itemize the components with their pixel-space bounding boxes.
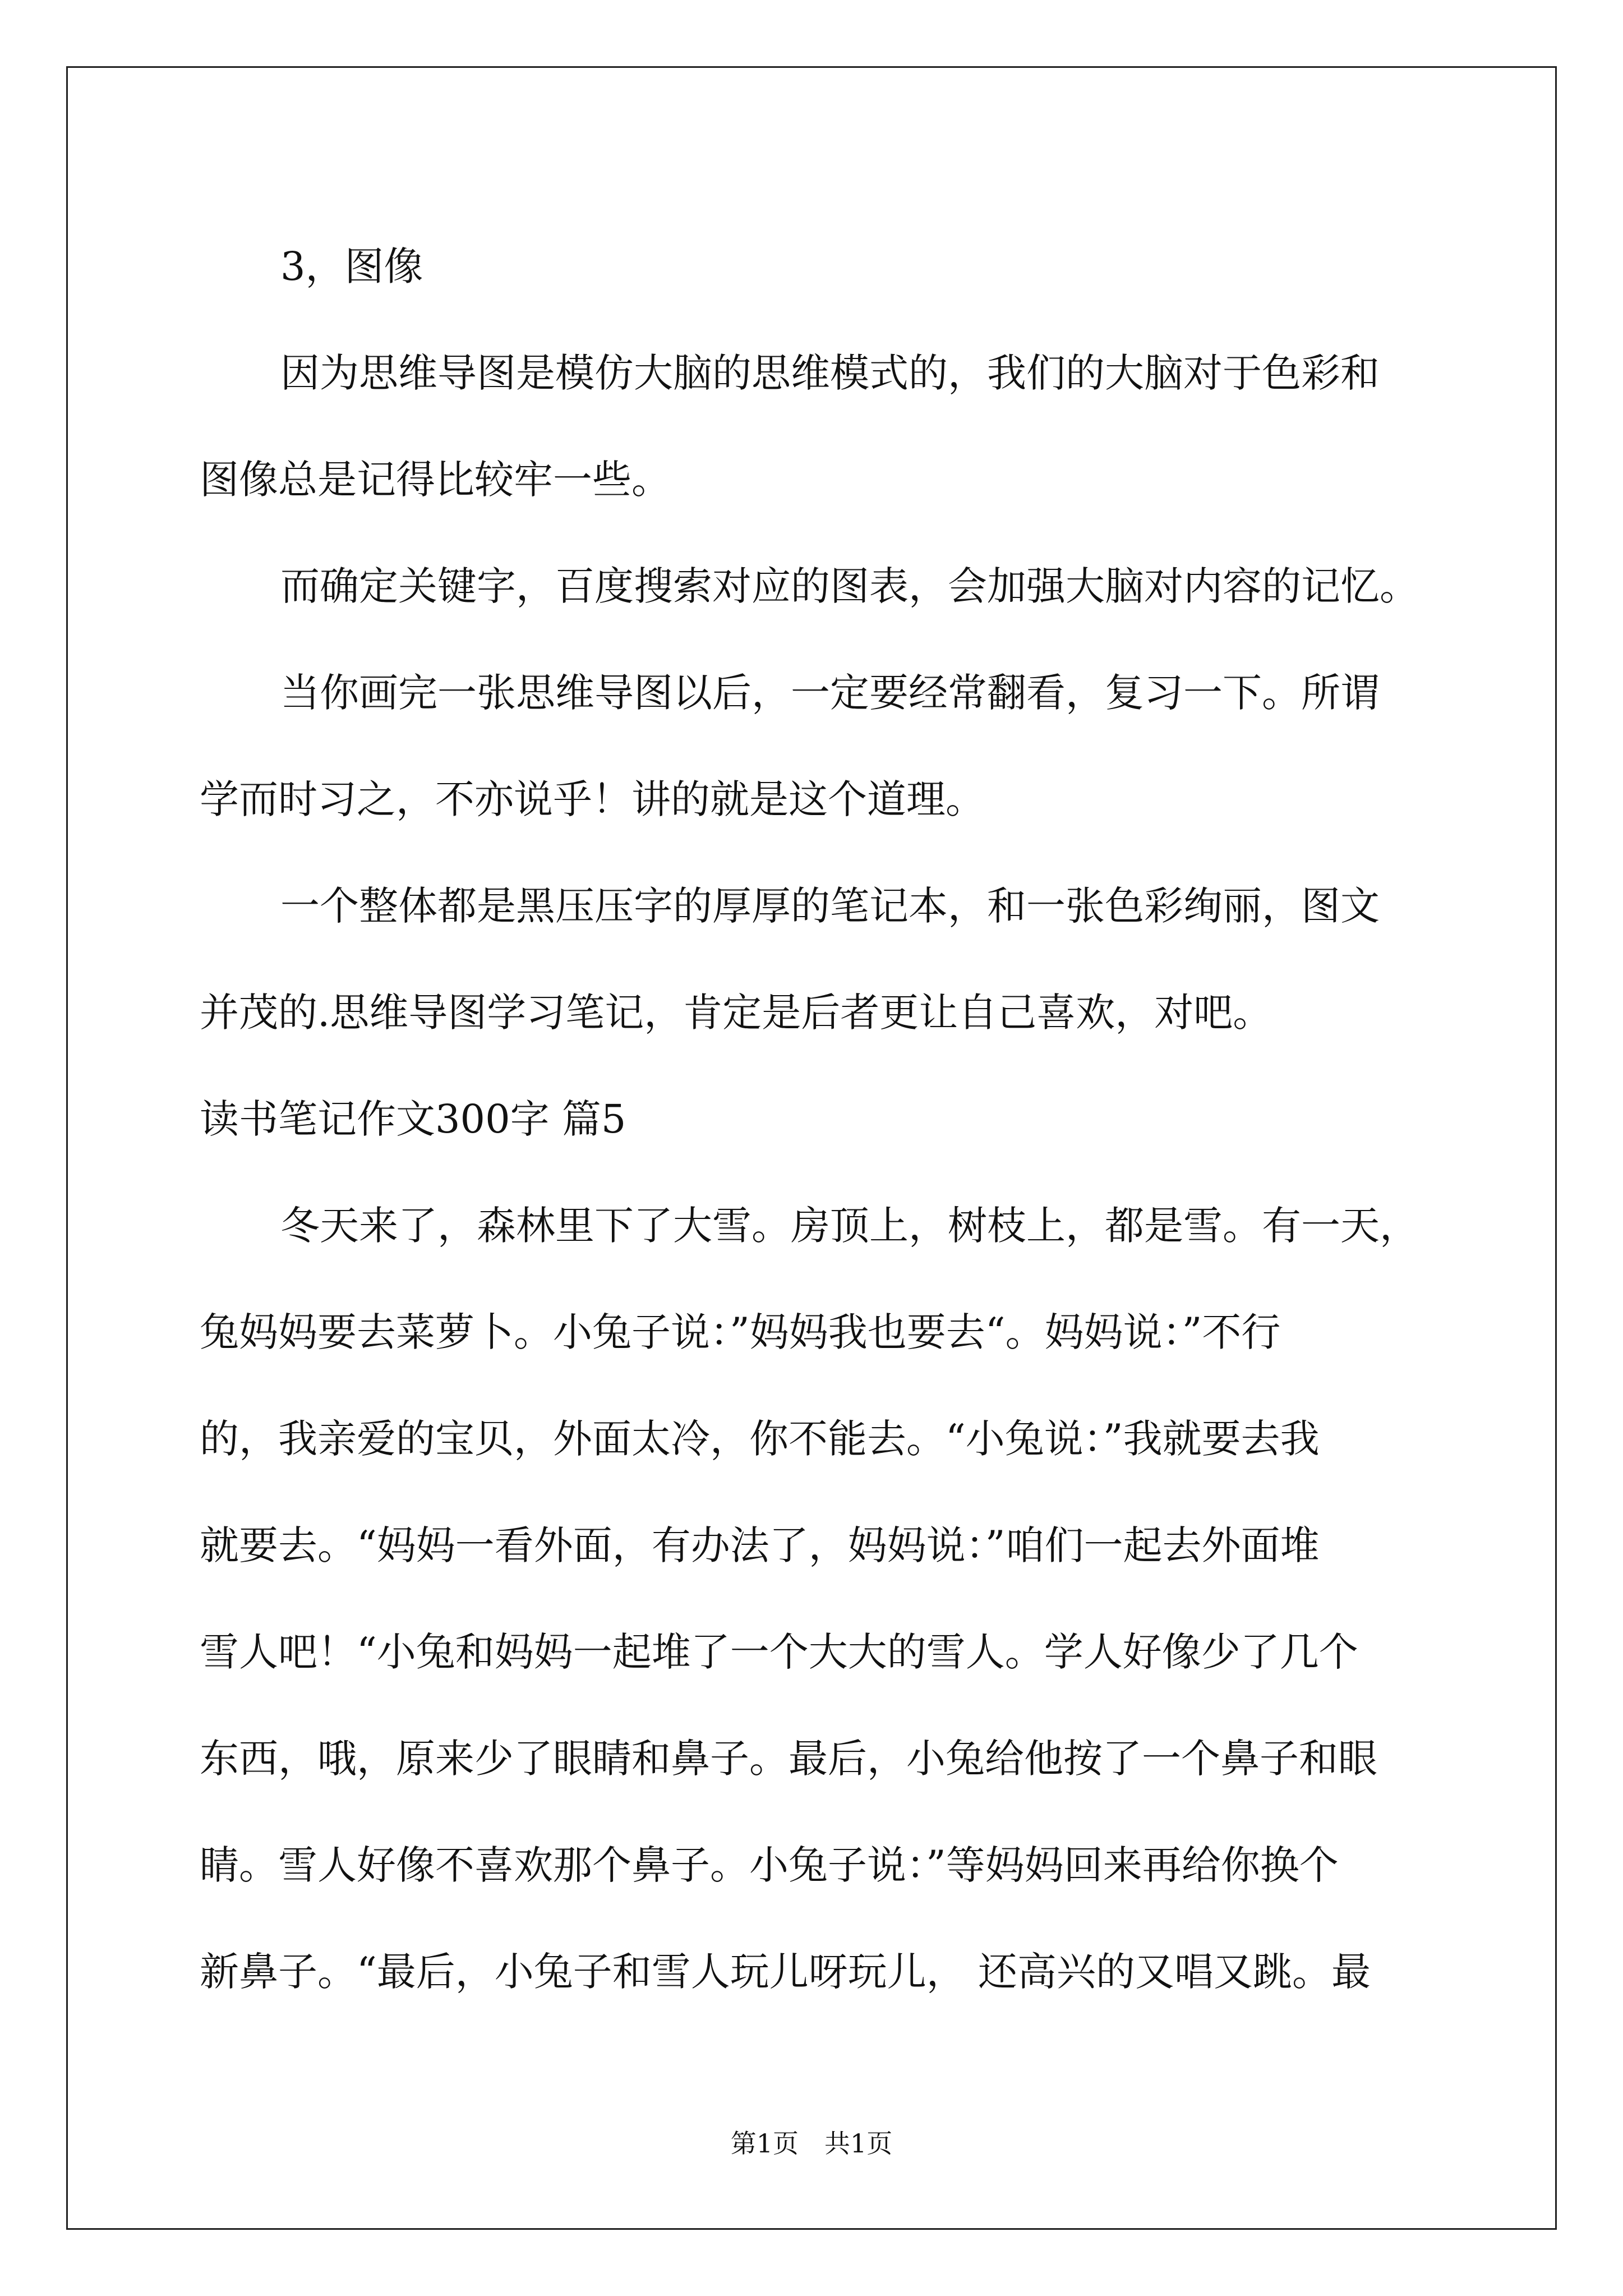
text-line: 3，图像 — [280, 243, 423, 289]
page-number: 第1页 共1页 — [730, 2128, 893, 2159]
text-line: 图像总是记得比较牢一些。 — [200, 457, 671, 503]
text-line: 一个整体都是黑压压字的厚厚的笔记本，和一张色彩绚丽，图文 — [280, 883, 1380, 929]
text-line: 的，我亲爱的宝贝，外面太冷，你不能去。“小兔说：”我就要去我 — [200, 1416, 1320, 1462]
text-line: 就要去。“妈妈一看外面，有办法了，妈妈说：”咱们一起去外面堆 — [200, 1522, 1320, 1568]
text-line: 学而时习之，不亦说乎！讲的就是这个道理。 — [200, 776, 985, 822]
text-line: 因为思维导图是模仿大脑的思维模式的，我们的大脑对于色彩和 — [280, 350, 1380, 396]
text-line: 当你画完一张思维导图以后，一定要经常翻看，复习一下。所谓 — [280, 670, 1380, 716]
text-line: 雪人吧！“小兔和妈妈一起堆了一个大大的雪人。学人好像少了几个 — [200, 1629, 1358, 1675]
text-line: 兔妈妈要去菜萝卜。小兔子说：”妈妈我也要去“。妈妈说：”不行 — [200, 1309, 1281, 1355]
text-line: 并茂的.思维导图学习笔记，肯定是后者更让自己喜欢，对吧。 — [200, 990, 1272, 1036]
text-line: 而确定关键字，百度搜索对应的图表，会加强大脑对内容的记忆。 — [280, 563, 1419, 609]
text-line: 冬天来了，森林里下了大雪。房顶上，树枝上，都是雪。有一天， — [280, 1203, 1419, 1249]
text-line: 睛。雪人好像不喜欢那个鼻子。小兔子说：”等妈妈回来再给你换个 — [200, 1842, 1339, 1888]
text-line: 东西，哦，原来少了眼睛和鼻子。最后，小兔给他按了一个鼻子和眼 — [200, 1736, 1377, 1782]
section-heading: 读书笔记作文300字 篇5 — [200, 1096, 626, 1142]
text-line: 新鼻子。“最后，小兔子和雪人玩儿呀玩儿， 还高兴的又唱又跳。最 — [200, 1949, 1371, 1995]
